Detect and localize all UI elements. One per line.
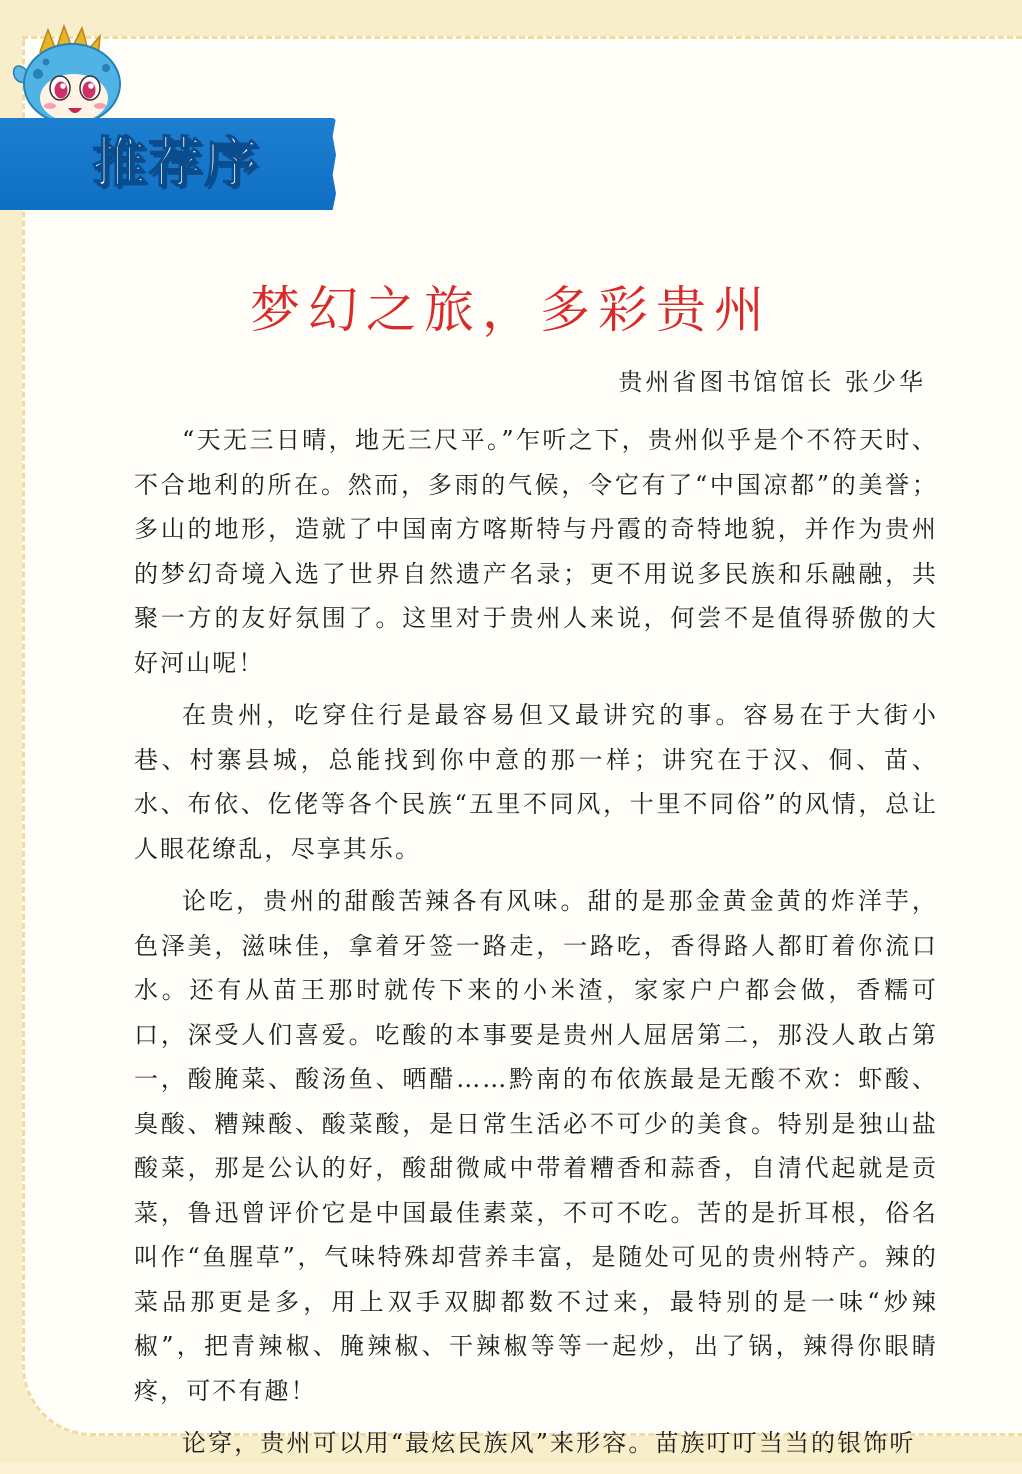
section-label: 推荐序 bbox=[92, 131, 260, 194]
cartoon-fish-mascot-icon bbox=[10, 22, 130, 132]
paragraph-1: “天无三日晴，地无三尺平。”乍听之下，贵州似乎是个不符天时、不合地利的所在。然而，多雨的气候，令它有了“中国凉都”的美誉；多山的地形，造就了中国南方喀斯特与丹霞的奇特地貌，并作为贵州的梦幻奇境入选了世界自然遗产名录；更不用说多民族和乐融融，共聚一方的友好氛围了。这里对于贵州人来说，何尝不是值得骄傲的大好河山呢！ bbox=[134, 426, 938, 677]
paragraph-4: 论穿，贵州可以用“最炫民族风”来形容。苗族叮叮当当的银饰听 bbox=[182, 1429, 916, 1457]
paragraph-3: 论吃，贵州的甜酸苦辣各有风味。甜的是那金黄金黄的炸洋芋，色泽美，滋味佳，拿着牙签一路走，一路吃，香得路人都盯着你流口水。还有从苗王那时就传下来的小米渣，家家户户都会做，香糯可口，深受人们喜爱。吃酸的本事要是贵州人屈居第二，那没人敢占第一，酸腌菜、酸汤鱼、晒醋……黔南的布依族最是无酸不欢：虾酸、臭酸、糟辣酸、酸菜酸，是日常生活必不可少的美食。特别是独山盐酸菜，那是公认的好，酸甜微咸中带着糟香和蒜香，自清代起就是贡菜，鲁迅曾评价它是中国最佳素菜，不可不吃。苦的是折耳根，俗名叫作“鱼腥草”，气味特殊却营养丰富，是随处可见的贵州特产。辣的菜品那更是多，用上双手双脚都数不过来，最特别的是一味“炒辣椒”，把青辣椒、腌辣椒、干辣椒等等一起炒，出了锅，辣得你眼睛疼，可不有趣！ bbox=[134, 887, 938, 1405]
article-title: 梦幻之旅，多彩贵州 bbox=[250, 281, 772, 339]
article-byline: 贵州省图书馆馆长 张少华 bbox=[618, 368, 926, 396]
article-body bbox=[134, 418, 938, 1474]
paragraph-2: 在贵州，吃穿住行是最容易但又最讲究的事。容易在于大街小巷、村寨县城，总能找到你中意的那一样；讲究在于汉、侗、苗、水、布依、仡佬等各个民族“五里不同风，十里不同俗”的风情，总让人眼花缭乱，尽享其乐。 bbox=[134, 701, 938, 863]
